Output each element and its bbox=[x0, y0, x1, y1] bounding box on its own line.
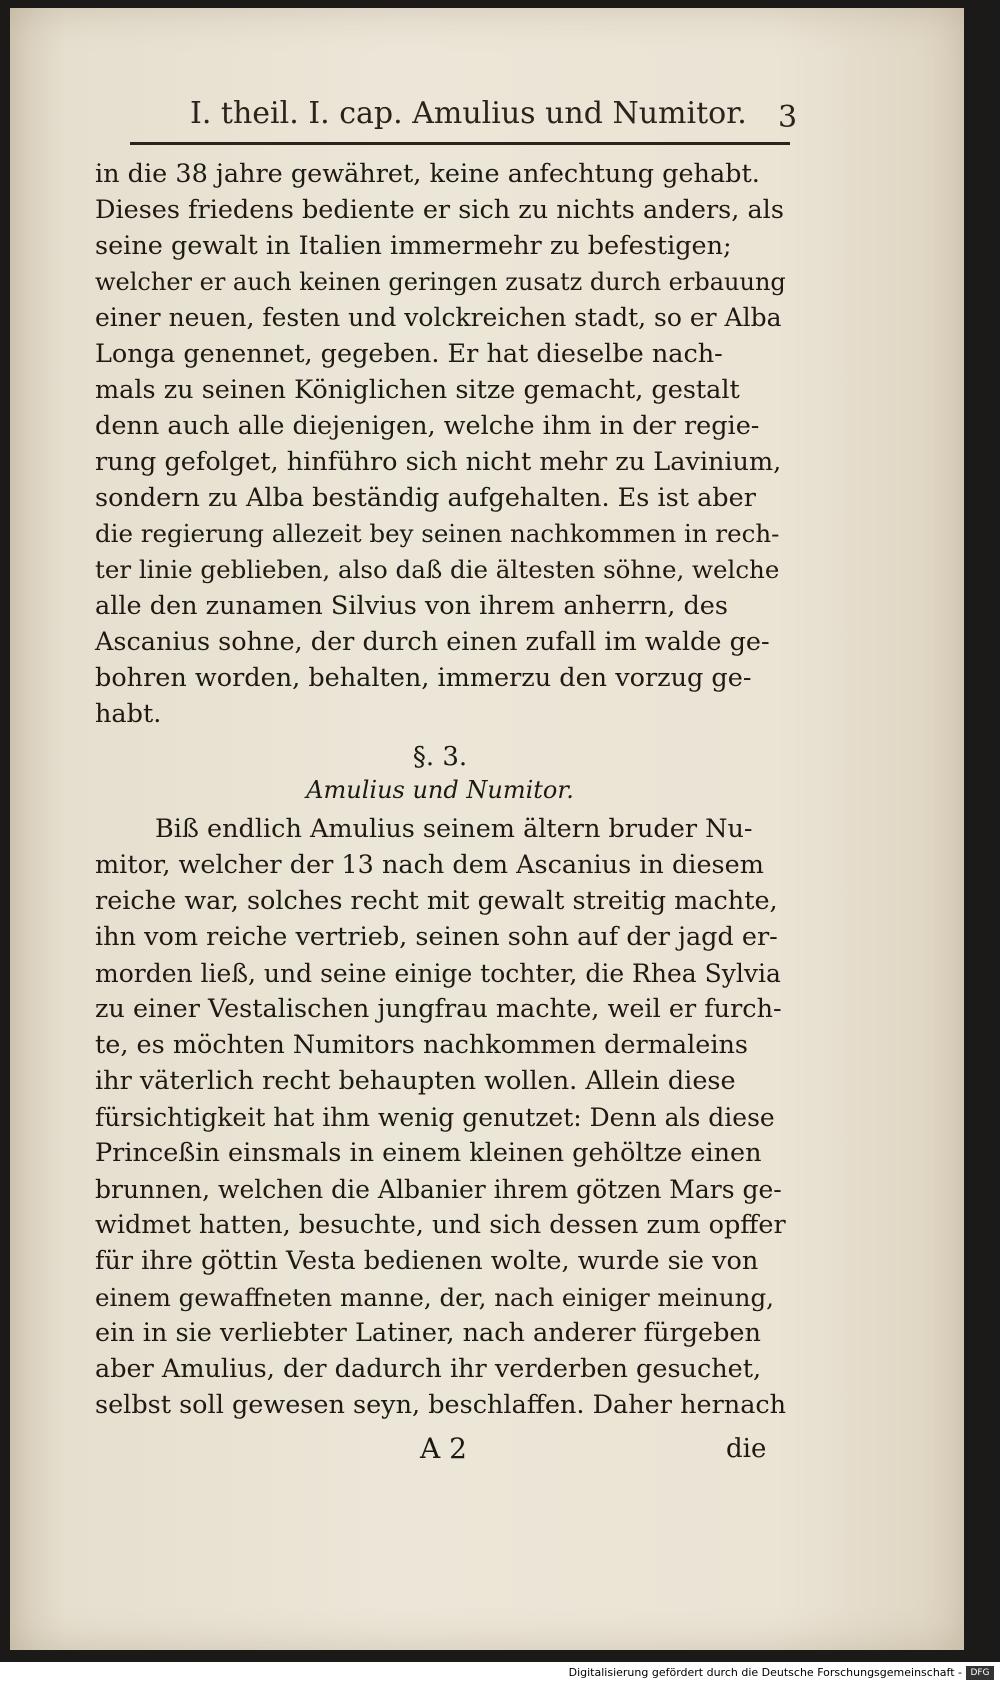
text-line: aber Amulius, der dadurch ihr verderben gesuchet, bbox=[95, 1354, 762, 1384]
digitization-footer bbox=[0, 1662, 1000, 1687]
text-line: selbst soll gewesen seyn, beschlaffen. Daher hernach bbox=[95, 1390, 787, 1420]
dfg-logo: DFG bbox=[966, 1666, 994, 1680]
text-line: rung gefolget, hinführo sich nicht mehr zu Lavinium, bbox=[95, 447, 782, 477]
text-line: Biß endlich Amulius seinem ältern bruder Nu- bbox=[155, 814, 753, 844]
text-line: bohren worden, behalten, immerzu den vorzug ge- bbox=[95, 663, 752, 693]
text-line: einer neuen, festen und volckreichen stadt, so er Alba bbox=[95, 303, 782, 332]
text-line: reiche war, solches recht mit gewalt streitig machte, bbox=[95, 886, 778, 916]
running-title: I. theil. I. cap. Amulius und Numitor. bbox=[190, 96, 747, 131]
text-line: brunnen, welchen die Albanier ihrem götzen Mars ge- bbox=[95, 1175, 782, 1204]
text-line: denn auch alle diejenigen, welche ihm in der regie- bbox=[95, 411, 760, 441]
section-number: §. 3. bbox=[412, 742, 468, 772]
text-line: widmet hatten, besuchte, und sich dessen zum opffer bbox=[95, 1210, 786, 1240]
text-line: ein in sie verliebter Latiner, nach anderer fürgeben bbox=[95, 1318, 761, 1348]
text-line: für ihre göttin Vesta bedienen wolte, wurde sie von bbox=[95, 1246, 759, 1276]
text-line: die regierung allezeit bey seinen nachkommen in rech- bbox=[95, 519, 780, 548]
footer-credit: Digitalisierung gefördert durch die Deutsche Forschungsgemeinschaft - bbox=[568, 1666, 962, 1679]
paragraph-2 bbox=[95, 812, 785, 1424]
text-line: seine gewalt in Italien immermehr zu befestigen; bbox=[95, 231, 732, 261]
section-subtitle: Amulius und Numitor. bbox=[306, 776, 574, 804]
text-line: Princeßin einsmals in einem kleinen gehöltze einen bbox=[95, 1138, 762, 1168]
signature-mark: A 2 bbox=[420, 1432, 467, 1465]
text-line: mals zu seinen Königlichen sitze gemacht, gestalt bbox=[95, 375, 740, 405]
header-rule bbox=[130, 142, 790, 145]
text-line: habt. bbox=[95, 699, 162, 729]
text-line: Longa genennet, gegeben. Er hat dieselbe nach- bbox=[95, 339, 723, 369]
page-number: 3 bbox=[778, 100, 798, 135]
text-line: te, es möchten Numitors nachkommen dermaleins bbox=[95, 1030, 749, 1060]
text-line: einem gewaffneten manne, der, nach einiger meinung, bbox=[95, 1283, 774, 1312]
text-line: in die 38 jahre gewähret, keine anfechtung gehabt. bbox=[95, 159, 760, 189]
catchword: die bbox=[726, 1434, 767, 1464]
text-line: Dieses friedens bediente er sich zu nichts anders, als bbox=[95, 195, 784, 225]
text-line: alle den zunamen Silvius von ihrem anherrn, des bbox=[95, 591, 728, 621]
text-line: fürsichtigkeit hat ihm wenig genutzet: Denn als diese bbox=[95, 1103, 775, 1132]
text-line: ihr väterlich recht behaupten wollen. Allein diese bbox=[95, 1066, 736, 1096]
text-line: ihn vom reiche vertrieb, seinen sohn auf der jagd er- bbox=[95, 922, 778, 952]
text-line: mitor, welcher der 13 nach dem Ascanius in diesem bbox=[95, 850, 764, 880]
text-line: morden ließ, und seine einige tochter, die Rhea Sylvia bbox=[95, 959, 781, 988]
text-line: welcher er auch keinen geringen zusatz durch erbauung bbox=[95, 268, 786, 296]
text-line: zu einer Vestalischen jungfrau machte, weil er furch- bbox=[95, 994, 782, 1024]
text-line: sondern zu Alba beständig aufgehalten. Es ist aber bbox=[95, 483, 756, 513]
text-line: ter linie geblieben, also daß die ältesten söhne, welche bbox=[95, 555, 780, 584]
running-header bbox=[190, 96, 910, 136]
paragraph-1 bbox=[95, 156, 785, 732]
text-line: Ascanius sohne, der durch einen zufall im walde ge- bbox=[95, 627, 770, 657]
